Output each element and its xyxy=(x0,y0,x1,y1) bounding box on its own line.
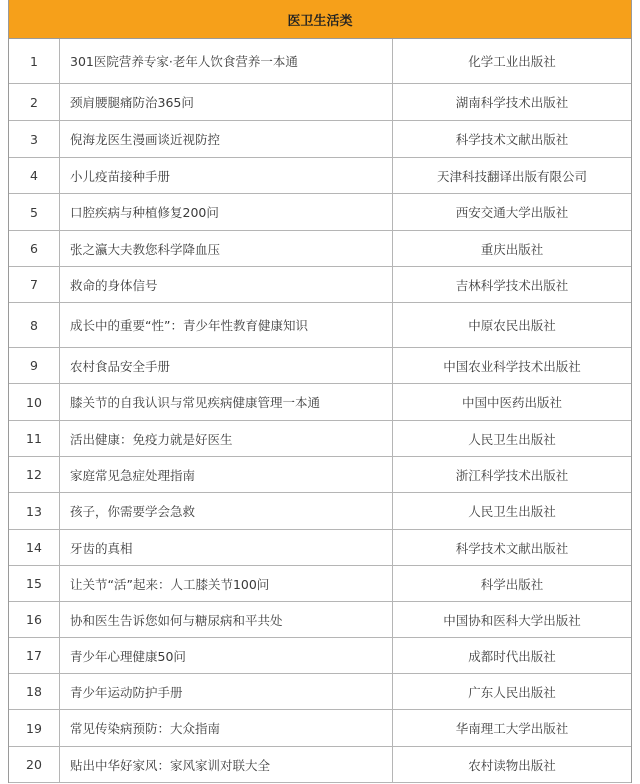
publisher: 重庆出版社 xyxy=(480,241,544,257)
publisher: 人民卫生出版社 xyxy=(468,431,556,447)
book-title: 常见传染病预防：大众指南 xyxy=(60,710,393,746)
book-title: 张之瀛大夫教您科学降血压 xyxy=(60,231,393,266)
publisher: 科学技术文献出版社 xyxy=(455,132,569,147)
book-title: 活出健康：免疫力就是好医生 xyxy=(60,421,393,456)
publisher: 华南理工大学出版社 xyxy=(455,721,569,736)
book-title: 倪海龙医生漫画谈近视防控 xyxy=(60,121,393,157)
publisher: 天津科技翻译出版有限公司 xyxy=(436,168,587,184)
book-title: 救命的身体信号 xyxy=(60,267,393,302)
book-title: 让关节“活”起来：人工膝关节100问 xyxy=(60,566,393,601)
book-title: 贴出中华好家风：家风家训对联大全 xyxy=(60,747,393,782)
row-number: 13 xyxy=(9,493,60,529)
publisher: 广东人民出版社 xyxy=(468,684,556,700)
row-number: 4 xyxy=(9,158,60,193)
book-title: 成长中的重要“性”：青少年性教育健康知识 xyxy=(60,303,393,347)
publisher: 化学工业出版社 xyxy=(468,54,556,69)
table-row xyxy=(9,303,631,348)
publisher: 中国农业科学技术出版社 xyxy=(443,358,581,374)
category-title: 医卫生活类 xyxy=(287,13,353,29)
table-row xyxy=(9,121,631,158)
table-row xyxy=(9,674,631,710)
table-row xyxy=(9,457,631,493)
book-list-table xyxy=(8,0,632,783)
row-number: 14 xyxy=(9,530,60,565)
publisher: 中原农民出版社 xyxy=(468,318,556,333)
publisher: 科学技术文献出版社 xyxy=(455,540,569,556)
row-number: 6 xyxy=(9,231,60,266)
table-row xyxy=(9,602,631,638)
row-number: 10 xyxy=(9,384,60,420)
row-number: 8 xyxy=(9,303,60,347)
table-row xyxy=(9,158,631,194)
book-title: 协和医生告诉您如何与糖尿病和平共处 xyxy=(60,602,393,637)
row-number: 19 xyxy=(9,710,60,746)
table-body xyxy=(9,39,631,783)
category-header xyxy=(9,0,631,39)
table-row xyxy=(9,566,631,602)
table-row xyxy=(9,638,631,674)
table-row xyxy=(9,348,631,384)
book-title: 颈肩腰腿痛防治365问 xyxy=(60,84,393,120)
row-number: 2 xyxy=(9,84,60,120)
book-title: 青少年运动防护手册 xyxy=(60,674,393,709)
row-number: 17 xyxy=(9,638,60,673)
publisher: 西安交通大学出版社 xyxy=(455,205,569,220)
publisher: 吉林科学技术出版社 xyxy=(455,277,569,293)
book-title: 口腔疾病与种植修复200问 xyxy=(60,194,393,230)
row-number: 7 xyxy=(9,267,60,302)
publisher: 湖南科学技术出版社 xyxy=(455,95,569,110)
table-row xyxy=(9,231,631,267)
table-row xyxy=(9,267,631,303)
table-row xyxy=(9,493,631,530)
book-title: 孩子，你需要学会急救 xyxy=(60,493,393,529)
publisher: 中国中医药出版社 xyxy=(461,395,562,410)
row-number: 11 xyxy=(9,421,60,456)
row-number: 18 xyxy=(9,674,60,709)
book-title: 小儿疫苗接种手册 xyxy=(60,158,393,193)
publisher: 成都时代出版社 xyxy=(468,648,556,664)
row-number: 1 xyxy=(9,39,60,83)
table-row xyxy=(9,530,631,566)
publisher: 农村读物出版社 xyxy=(468,757,556,773)
table-row xyxy=(9,421,631,457)
row-number: 5 xyxy=(9,194,60,230)
table-row xyxy=(9,194,631,231)
row-number: 12 xyxy=(9,457,60,492)
book-title: 301医院营养专家·老年人饮食营养一本通 xyxy=(60,39,393,83)
row-number: 9 xyxy=(9,348,60,383)
table-row xyxy=(9,710,631,747)
book-title: 膝关节的自我认识与常见疾病健康管理一本通 xyxy=(60,384,393,420)
row-number: 15 xyxy=(9,566,60,601)
row-number: 20 xyxy=(9,747,60,782)
table-row xyxy=(9,747,631,783)
row-number: 3 xyxy=(9,121,60,157)
row-number: 16 xyxy=(9,602,60,637)
book-title: 青少年心理健康50问 xyxy=(60,638,393,673)
publisher: 中国协和医科大学出版社 xyxy=(443,612,581,628)
publisher: 浙江科学技术出版社 xyxy=(455,467,569,483)
book-title: 农村食品安全手册 xyxy=(60,348,393,383)
table-row xyxy=(9,384,631,421)
book-title: 牙齿的真相 xyxy=(60,530,393,565)
publisher: 科学出版社 xyxy=(480,576,544,592)
table-row xyxy=(9,84,631,121)
table-row xyxy=(9,39,631,84)
publisher: 人民卫生出版社 xyxy=(468,504,556,519)
book-title: 家庭常见急症处理指南 xyxy=(60,457,393,492)
